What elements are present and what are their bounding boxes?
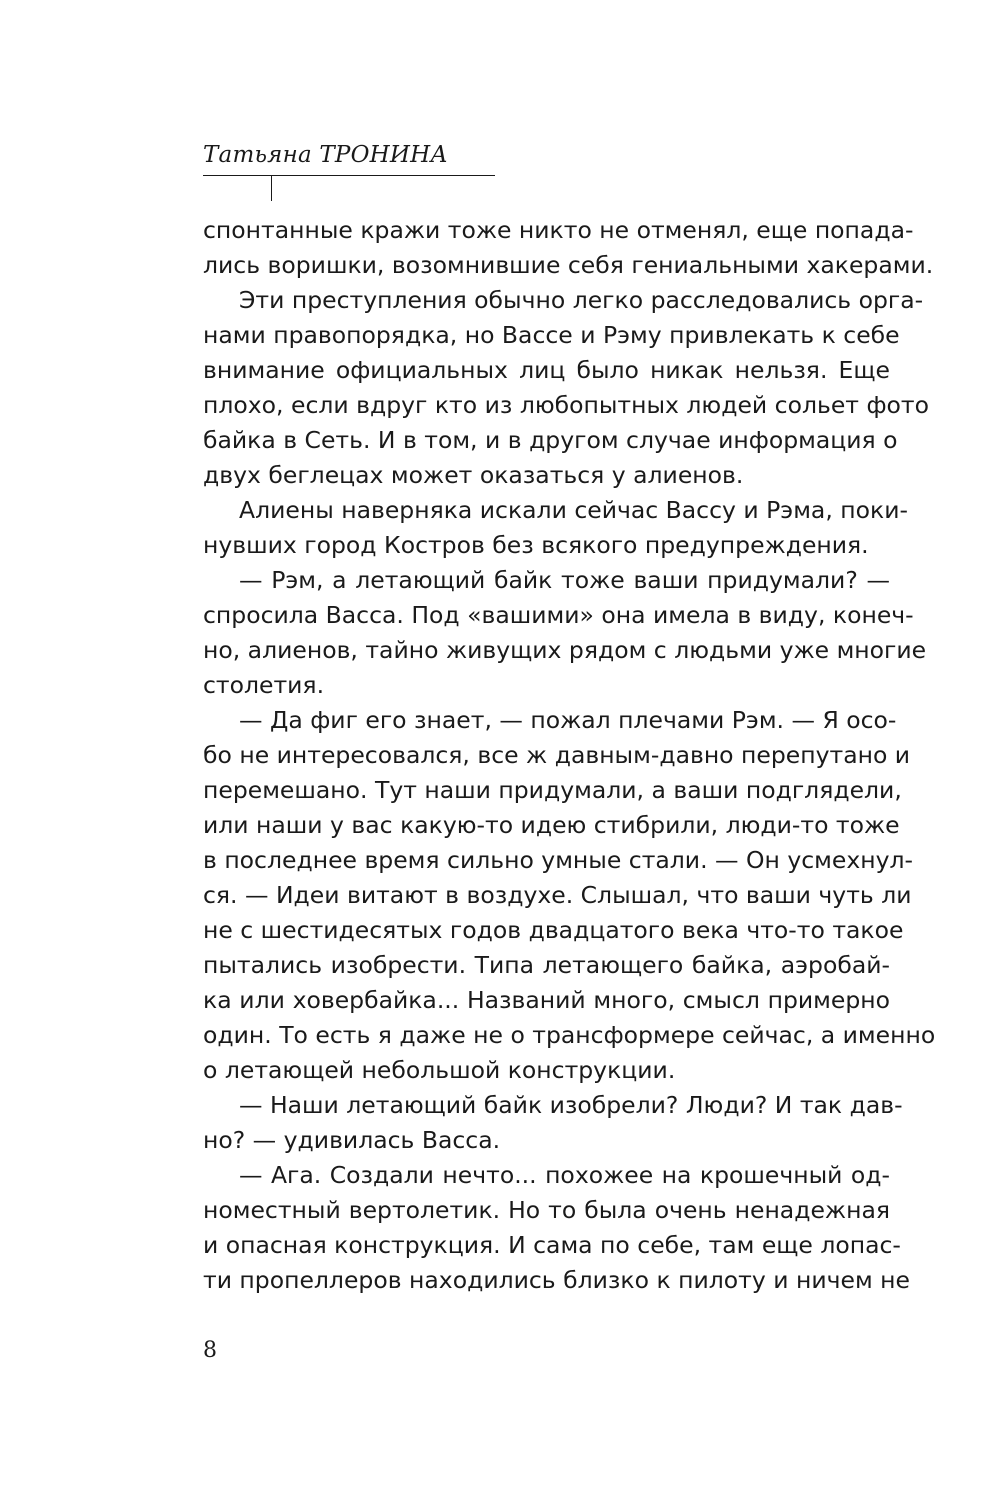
text-line: бо не интересовался, все ж давным-давно перепутано и <box>203 741 911 769</box>
text-line: спросила Васса. Под «вашими» она имела в виду, конеч- <box>203 601 914 629</box>
text-line: спонтанные кражи тоже никто не отменял, еще попада- <box>203 216 914 244</box>
text-line: — Наши летающий байк изобрели? Люди? И так дав- <box>239 1091 903 1119</box>
text-line: но? — удивилась Васса. <box>203 1126 501 1154</box>
running-head: Татьяна ТРОНИНА <box>203 142 449 168</box>
text-line: внимание официальных лиц было никак нельзя. Еще <box>203 356 890 384</box>
text-line: Алиены наверняка искали сейчас Вассу и Рэма, поки- <box>239 496 908 524</box>
text-line: — Рэм, а летающий байк тоже ваши придумали? — <box>239 566 890 594</box>
text-line: о летающей небольшой конструкции. <box>203 1056 676 1084</box>
text-line: нувших город Костров без всякого предупреждения. <box>203 531 869 559</box>
text-line: Эти преступления обычно легко расследовались орга- <box>239 286 924 314</box>
text-line: байка в Сеть. И в том, и в другом случае информация о <box>203 426 898 454</box>
text-line: — Ага. Создали нечто... похожее на крошечный од- <box>239 1161 890 1189</box>
text-line: или наши у вас какую-то идею стибрили, люди-то тоже <box>203 811 900 839</box>
text-line: лись воришки, возомнившие себя гениальными хакерами. <box>203 251 934 279</box>
text-line: нами правопорядка, но Вассе и Рэму привлекать к себе <box>203 321 900 349</box>
text-line: ся. — Идеи витают в воздухе. Слышал, что ваши чуть ли <box>203 881 912 909</box>
text-line: не с шестидесятых годов двадцатого века что-то такое <box>203 916 904 944</box>
text-line: номестный вертолетик. Но то была очень ненадежная <box>203 1196 890 1224</box>
text-line: перемешано. Тут наши придумали, а ваши подглядели, <box>203 776 902 804</box>
text-line: пытались изобрести. Типа летающего байка, аэробай- <box>203 951 890 979</box>
text-line: но, алиенов, тайно живущих рядом с людьми уже многие <box>203 636 927 664</box>
text-line: в последнее время сильно умные стали. — Он усмехнул- <box>203 846 914 874</box>
text-line: — Да фиг его знает, — пожал плечами Рэм. — Я осо- <box>239 706 897 734</box>
text-line: двух беглецах может оказаться у алиенов. <box>203 461 744 489</box>
text-line: и опасная конструкция. И сама по себе, там еще лопас- <box>203 1231 901 1259</box>
text-line: плохо, если вдруг кто из любопытных людей сольет фото <box>203 391 929 419</box>
body-text <box>203 213 936 1298</box>
text-line: ти пропеллеров находились близко к пилоту и ничем не <box>203 1266 910 1294</box>
header-rule <box>203 175 495 176</box>
text-line: столетия. <box>203 671 325 699</box>
page-number: 8 <box>203 1338 217 1363</box>
text-line: ка или ховербайка... Названий много, смысл примерно <box>203 986 890 1014</box>
text-line: один. То есть я даже не о трансформере сейчас, а именно <box>203 1021 936 1049</box>
header-rule-tick <box>271 175 272 201</box>
